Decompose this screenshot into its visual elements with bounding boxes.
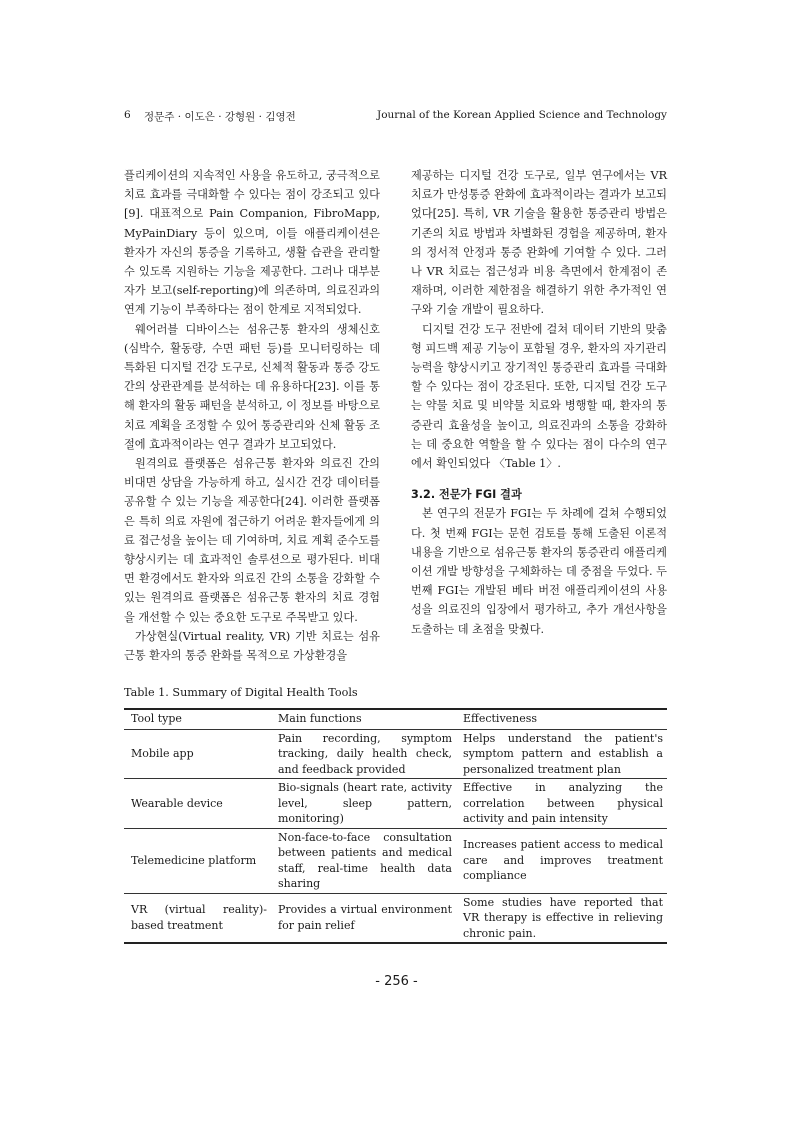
running-header xyxy=(124,109,667,129)
page-number: - 256 - xyxy=(375,974,418,989)
table-cell: Effective in analyzing the correlation between physical activity and pain intensity xyxy=(456,779,667,829)
table-cell: Telemedicine platform xyxy=(124,828,271,893)
body-paragraph: 제공하는 디지털 건강 도구로, 일부 연구에서는 VR 치료가 만성통증 완화에 효과적이라는 결과가 보고되었다[25]. 특히, VR 기술을 활용한 통증관리 방법은 기존의 치료 방법과 차별화된 경험을 제공하며, 환자의 정서적 안정과 통증 완화에 기여할 수 있다. 그러나 VR 치료는 접근성과 비용 측면에서 한계점이 존재하며, 이러한 제한점을 해결하기 위한 추가적인 연구와 기술 개발이 필요하다. xyxy=(411,169,667,317)
column-header: Effectiveness xyxy=(456,709,667,729)
body-paragraph: 본 연구의 전문가 FGI는 두 차례에 걸쳐 수행되었다. 첫 번째 FGI는 문헌 검토를 통해 도출된 이론적 내용을 기반으로 섬유근통 환자의 통증관리 애플리케이션 개발 방향성을 구체화하는 데 중점을 두었다. 두 번째 FGI는 개발된 베타 버전 애플리케이션의 사용성을 의료진의 입장에서 평가하고, 추가 개선사항을 도출하는 데 초점을 맞췄다. xyxy=(411,507,667,636)
digital-health-tools-table xyxy=(124,708,667,944)
table-cell: Helps understand the patient's symptom pattern and establish a personalized treatment plan xyxy=(456,729,667,779)
left-column xyxy=(124,166,380,665)
table-cell: Pain recording, symptom tracking, daily health check, and feedback provided xyxy=(271,729,456,779)
body-paragraph: 가상현실(Virtual reality, VR) 기반 치료는 섬유근통 환자의 통증 완화를 목적으로 가상환경을 xyxy=(124,629,380,663)
header-journal-title: Journal of the Korean Applied Science and Technology xyxy=(377,109,667,121)
right-column xyxy=(411,166,667,639)
table-caption: Table 1. Summary of Digital Health Tools xyxy=(124,686,358,699)
table-row xyxy=(124,893,667,943)
table-header-row xyxy=(124,709,667,729)
table-cell: VR (virtual reality)-based treatment xyxy=(124,893,271,943)
table-cell: Wearable device xyxy=(124,779,271,829)
body-paragraph: 디지털 건강 도구 전반에 걸쳐 데이터 기반의 맞춤형 피드백 제공 기능이 포함될 경우, 환자의 자기관리 능력을 향상시키고 장기적인 통증관리 효과를 극대화할 수 있다는 점이 강조된다. 또한, 디지털 건강 도구는 약물 치료 및 비약물 치료와 병행할 때, 환자의 통증관리 효율성을 높이고, 의료진과의 소통을 강화하는 데 중요한 역할을 할 수 있다는 점이 다수의 연구에서 확인되었다 〈Table 1〉. xyxy=(411,322,667,471)
body-paragraph: 웨어러블 디바이스는 섬유근통 환자의 생체신호(심박수, 활동량, 수면 패턴 등)를 모니터링하는 데 특화된 디지털 건강 도구로, 신체적 활동과 통증 강도 간의 상관관계를 분석하는 데 유용하다[23]. 이를 통해 환자의 활동 패턴을 분석하고, 이 정보를 바탕으로 치료 계획을 조정할 수 있어 통증관리와 신체 활동 조절에 효과적이라는 연구 결과가 보고되었다. xyxy=(124,322,380,451)
column-header: Tool type xyxy=(124,709,271,729)
column-header: Main functions xyxy=(271,709,456,729)
section-heading: 3.2. 전문가 FGI 결과 xyxy=(411,488,522,502)
table-cell: Provides a virtual environment for pain relief xyxy=(271,893,456,943)
body-paragraph: 원격의료 플랫폼은 섬유근통 환자와 의료진 간의 비대면 상담을 가능하게 하고, 실시간 건강 데이터를 공유할 수 있는 기능을 제공한다[24]. 이러한 플랫폼은 특히 의료 자원에 접근하기 어려운 환자들에게 의료 접근성을 높이는 데 기여하며, 치료 계획 준수도를 향상시키는 데 효과적인 솔루션으로 평가된다. 비대면 환경에서도 환자와 의료진 간의 소통을 강화할 수 있는 원격의료 플랫폼은 섬유근통 환자의 치료 경험을 개선할 수 있는 중요한 도구로 주목받고 있다. xyxy=(124,457,380,624)
table-cell: Non-face-to-face consultation between patients and medical staff, real-time health data sharing xyxy=(271,828,456,893)
header-authors: 정문주 · 이도은 · 강형원 · 김영전 xyxy=(144,111,296,123)
table-row xyxy=(124,828,667,893)
header-page-number: 6 xyxy=(124,109,131,121)
table-row xyxy=(124,729,667,779)
table-cell: Mobile app xyxy=(124,729,271,779)
table-cell: Increases patient access to medical care and improves treatment compliance xyxy=(456,828,667,893)
table-cell: Some studies have reported that VR therapy is effective in relieving chronic pain. xyxy=(456,893,667,943)
body-paragraph: 플리케이션의 지속적인 사용을 유도하고, 궁극적으로 치료 효과를 극대화할 수 있다는 점이 강조되고 있다[9]. 대표적으로 Pain Companion, FibroMapp, MyPainDiary 등이 있으며, 이들 애플리케이션은 환자가 자신의 통증을 기록하고, 생활 습관을 관리할 수 있도록 지원하는 기능을 제공한다. 그러나 대부분 자가 보고(self-reporting)에 의존하며, 의료진과의 연계 기능이 부족하다는 점이 한계로 지적되었다. xyxy=(124,169,380,317)
table-cell: Bio-signals (heart rate, activity level, sleep pattern, monitoring) xyxy=(271,779,456,829)
table-row xyxy=(124,779,667,829)
